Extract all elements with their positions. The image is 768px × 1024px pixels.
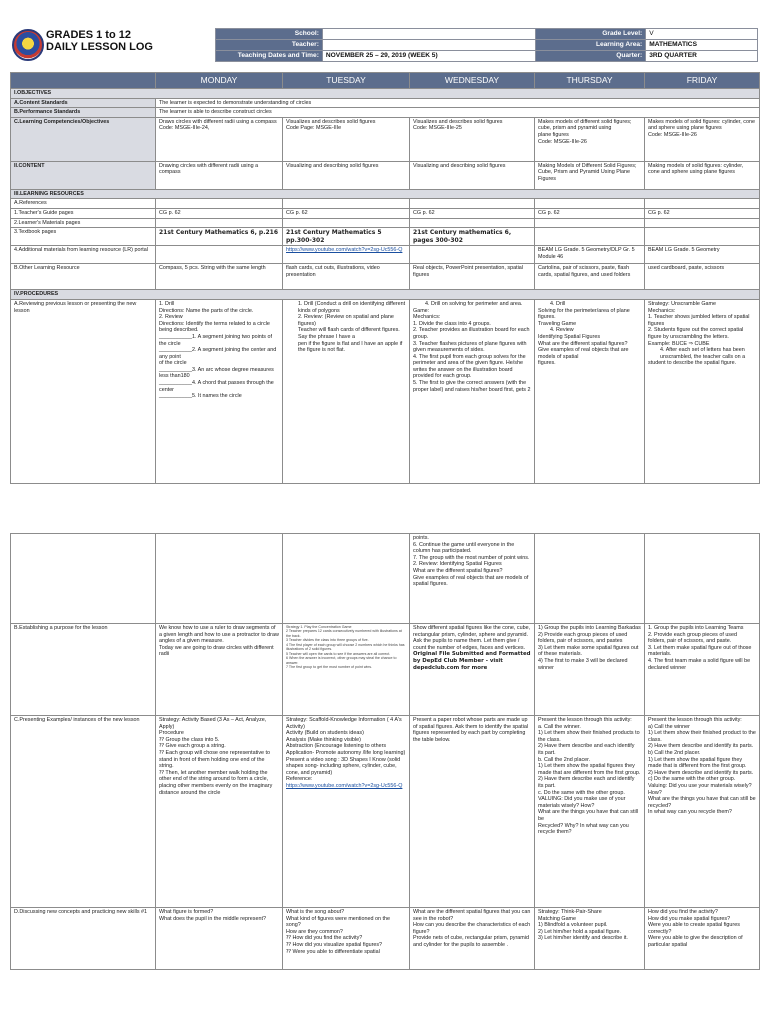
textbook-friday	[645, 228, 760, 246]
content-standards-label: A.Content Standards	[11, 98, 156, 108]
reviewing-wednesday-continued: points. 6. Continue the game until everyone in the column has participated. 7. The group with the most number of point wins. 2. Review: Identifying Spatial Figures What are the different spatial figures? Give examples of real objects that are models of spatial figures.	[410, 534, 535, 624]
day-tuesday: TUESDAY	[283, 73, 410, 89]
learners-materials-row	[11, 218, 760, 228]
discussing-wednesday: What are the different spatial figures that you can see in the robot? How can you describe the characteristics of each figure? Provide nets of cube, rectangular prism, pyramid and cylinder for the pupils to assemble .	[410, 908, 535, 970]
competencies-row	[11, 117, 760, 161]
content-standards-text: The learner is expected to demonstrate understanding of circles	[156, 98, 760, 108]
presenting-wednesday: Present a paper robot whose parts are made up of spatial figures. Ask them to identify the spatial figures represented by each part by completing the table below.	[410, 716, 535, 908]
lr-tuesday-link[interactable]: https://www.youtube.com/watch?v=2sg-Uc556-Q	[286, 247, 403, 254]
lr-portal-row	[11, 246, 760, 264]
day-monday: MONDAY	[156, 73, 283, 89]
references-label: A.References	[11, 199, 156, 209]
presenting-thursday: Present the lesson through this activity: a. Call the winner. 1) Let them show their finished products to the class. 2) Have them describe and each identify its part. b. Call the 2nd placer. 1) Let them show the spatial figures they made that are different from the first group. 2) Have them describe each and identify its part. c. Do the same with the other group. VALUING: Did you make use of your materials wisely? How? What are the things you have that can still be Recycled? Why? In what way can you recycle them?	[535, 716, 645, 908]
discussing-tuesday: What is the song about? What kind of figures were mentioned on the song? How are they common? ⁇ How did you find the activity? ⁇ How did you visualize spatial figures? ⁇ Were you able to differentiate spatial	[283, 908, 410, 970]
content-monday: Drawing circles with different radii using a compass	[156, 161, 283, 189]
other-wednesday: Real objects, PowerPoint presentation, spatial figures	[410, 264, 535, 290]
reviewing-label: A.Reviewing previous lesson or presenting the new lesson	[11, 299, 156, 483]
reviewing-wednesday	[410, 299, 535, 483]
reviewing-thursday-review: 4. Review	[550, 327, 574, 334]
reviewing-row	[11, 299, 760, 483]
other-friday: used cardboard, paste, scissors	[645, 264, 760, 290]
textbook-tuesday: 21st Century Mathematics 5 pp.300-302	[286, 229, 382, 244]
tg-wednesday: CG p. 62	[410, 208, 535, 218]
presenting-row	[11, 716, 760, 908]
other-thursday: Cartolina, pair of scissors, paste, flash cards, spatial figures, and used folders	[535, 264, 645, 290]
reviewing-friday-step4: 4. After each set of letters has been unscrambled, the teacher calls on a	[660, 347, 746, 360]
presenting-label: C.Presenting Examples/ instances of the new lesson	[11, 716, 156, 908]
teacher-label: Teacher:	[216, 40, 323, 51]
content-wednesday: Visualizing and describing solid figures	[410, 161, 535, 189]
reviewing-wednesday-drill: 4. Drill on solving for perimeter and area.	[425, 300, 523, 307]
tg-friday: CG p. 62	[645, 208, 760, 218]
reviewing-thursday-drill-text: Solving for the perimeter/area of plane figures. Traveling Game	[538, 307, 630, 327]
tg-thursday: CG p. 62	[535, 208, 645, 218]
textbook-label: 3.Textbook pages	[11, 228, 156, 246]
content-tuesday: Visualizing and describing solid figures	[283, 161, 410, 189]
depedclub-watermark: Original File Submitted and Formatted by DepEd Club Member - visit depedclub.com for more	[413, 651, 531, 671]
reviewing-monday: 1. Drill Directions: Name the parts of the circle. 2. Review Directions: Identify the terms related to a circle being described. ___________1. A segment joining two points of the circle ___________2. A segment joining the center and any point of the circle ___________3. An arc whose degree measures less than180 ___________4. A chord that passes through the center ___________5. It names the circle	[156, 299, 283, 483]
reviewing-thursday-review-text: Identifying Spatial Figures What are the different spatial figures? Give examples of real objects that are models of spatial figures.	[538, 333, 629, 367]
presenting-tuesday-text: Strategy: Scaffold-Knowledge Information ( 4 A's Activity) Activity (Build on students ideas) Analysis (Make thinking visible) Abstraction (Encourage listening to others Application- Promote autonomy /life long learning) Present a video song : 3D Shapes I Know (solid shapes song- including sphere, cylinder, cube, cone, and pyramid) Reference:	[286, 717, 406, 783]
presenting-monday: Strategy: Activity Based (3 As – Act, Analyze, Apply) Procedure ⁇ Group the class into 5. ⁇ Give each group a string. ⁇ Each group will chose one representative to stand in front of them holding one end of the string. ⁇ Then, let another member walk holding the other end of the string around to form a circle, placing other members evenly on the imaginary distance around the circle	[156, 716, 283, 908]
textbook-monday: 21st Century Mathematics 6, p.216	[159, 229, 279, 237]
reviewing-friday-game: Strategy: Unscramble Game Mechanics: 1. Teacher shows jumbled letters of spatial figures 2. Students figure out the correct spatial figure by unscrambling the letters. Example: BUCE ⇒ CUBE	[648, 300, 750, 347]
reviewing-tuesday	[283, 299, 410, 483]
establishing-wednesday	[410, 624, 535, 716]
learners-materials-label: 2.Learner's Materials pages	[11, 218, 156, 228]
competencies-wednesday: Visualizes and describes solid figures Code: MSGE-IIIe-25	[410, 117, 535, 161]
presenting-friday: Present the lesson through this activity: a) Call the winner 1) Let them show their finished product to the class. 2) Have them describe and identify its parts. b) Call the 2nd placer. 1) Let them show the spatial figure they made that is different from the first group. 2) Have them describe and identify its parts. c) Do the same with the other group. Valuing: Did you use your materials wisely? How? What are the things you have that can still be recycled? In what way can you recycle them?	[645, 716, 760, 908]
performance-standards-label: B.Performance Standards	[11, 108, 156, 118]
references-row	[11, 199, 760, 209]
procedures-row	[11, 290, 760, 300]
establishing-monday: We know how to use a ruler to draw segments of a given length and how to use a protractor to draw angles of a given measure. Today we are going to draw circles with different radii	[156, 624, 283, 716]
other-tuesday: flash cards, cut outs, illustrations, video presentation	[283, 264, 410, 290]
document-title	[46, 29, 153, 53]
day-header-row	[11, 73, 760, 89]
school-label: School:	[216, 29, 323, 40]
school-value	[322, 29, 536, 40]
reviewing-friday	[645, 299, 760, 483]
lr-wednesday	[410, 246, 535, 264]
competencies-tuesday: Visualizes and describes solid figures Code Page: MSGE-IIIe	[283, 117, 410, 161]
resources-heading: III.LEARNING RESOURCES	[11, 189, 760, 199]
quarter-label: Quarter:	[536, 51, 646, 62]
day-friday: FRIDAY	[645, 73, 760, 89]
reviewing-thursday	[535, 299, 645, 483]
presenting-tuesday	[283, 716, 410, 908]
discussing-friday: How did you find the activity? How did you make spatial figures? Were you able to create spatial figures correctly? Were you able to give the description of particular spatial	[645, 908, 760, 970]
competencies-friday: Makes models of solid figures: cylinder, cone and sphere using plane figures Code: MSGE-IIIe-26	[645, 117, 760, 161]
corner-cell	[11, 73, 156, 89]
lesson-log-header	[10, 28, 758, 66]
teaching-dates-label: Teaching Dates and Time:	[216, 51, 323, 62]
discussing-thursday: Strategy: Think-Pair-Share Matching Game 1) Blindfold a volunteer pupil. 2) Let him/her hold a spatial figure. 3) Let him/her identify and describe it.	[535, 908, 645, 970]
tg-monday: CG p. 62	[156, 208, 283, 218]
establishing-wednesday-text: Show different spatial figures like the cone, cube, rectangular prism, cylinder, sphere and pyramid. Ask the pupils to name them. Let them give / count the number of edges, faces and vertices.	[413, 625, 531, 651]
textbook-wednesday: 21st Century mathematics 6, pages 300-302	[413, 229, 512, 244]
textbook-thursday	[535, 228, 645, 246]
teacher-value	[322, 40, 536, 51]
objectives-heading: I.OBJECTIVES	[11, 89, 760, 99]
other-monday: Compass, 5 pcs. String with the same length	[156, 264, 283, 290]
resources-row	[11, 189, 760, 199]
header-info-table	[215, 28, 758, 62]
textbook-row	[11, 228, 760, 246]
competencies-label: C.Learning Competencies/Objectives	[11, 117, 156, 161]
content-friday: Making models of solid figures: cylinder, cone and sphere using plane figures	[645, 161, 760, 189]
establishing-friday: 1. Group the pupils into Learning Teams 2. Provide each group pieces of used folders, pair of scissors, and paste. 3. Let them make spatial figure out of those materials. 4. The first team make a solid figure will be declared winner	[645, 624, 760, 716]
competencies-thursday: Makes models of different solid figures; cube, prism and pyramid using plane figures Code: MSGE-IIIe-26	[535, 117, 645, 161]
reviewing-continued-row	[11, 534, 760, 624]
other-resource-row	[11, 264, 760, 290]
content-thursday: Making Models of Different Solid Figures; Cube, Prism and Pyramid Using Plane Figures	[535, 161, 645, 189]
content-label: II.CONTENT	[11, 161, 156, 189]
procedures-heading: IV.PROCEDURES	[11, 290, 760, 300]
title-line-1: GRADES 1 to 12	[46, 29, 131, 41]
lr-thursday: BEAM LG Grade. 5 Geometry/DLP Gr. 5 Module 46	[535, 246, 645, 264]
reviewing-wednesday-game: Game: Mechanics: 1. Divide the class into 4 groups. 2. Teacher provides an illustration board for each group. 3. Teacher flashes pictures of plane figures with given measurements of sides. 4. The first pupil from each group solves for the perimeter and area of the given figure. He/she writes the answer on the illustration board provided for each group. 5. The first to give the correct answers (with the proper label) and raises his/her board first, gets 2	[413, 307, 531, 393]
lesson-log-table-page-2	[10, 533, 760, 970]
competencies-monday: Draws circles with different radii using a compass Code: MSGE-IIIe-24,	[156, 117, 283, 161]
discussing-row	[11, 908, 760, 970]
reviewing-thursday-drill: 4. Drill	[550, 300, 566, 307]
reviewing-tuesday-review: 2. Review: (Review on spatial and plane figures) Teacher will flash cards of different figures. Say the phrase I have a pen if the figure is flat and I have an apple if the figure is not flat.	[298, 314, 403, 354]
day-wednesday: WEDNESDAY	[410, 73, 535, 89]
teaching-dates-value: NOVEMBER 25 – 29, 2019 (WEEK 5)	[322, 51, 536, 62]
content-row	[11, 161, 760, 189]
reviewing-friday-step4-cont: student to describe the spatial figure.	[648, 360, 737, 367]
title-line-2: DAILY LESSON LOG	[46, 41, 153, 53]
other-resource-label: B.Other Learning Resource	[11, 264, 156, 290]
lr-friday: BEAM LG Grade. 5 Geometry	[645, 246, 760, 264]
reviewing-tuesday-drill: 1. Drill (Conduct a drill on identifying different kinds of polygons	[298, 300, 406, 314]
grade-level-value: V	[646, 29, 758, 40]
establishing-thursday: 1) Group the pupils into Learning Barkadas 2) Provide each group pieces of used folders, pair of scissors, and pastes 3) Let them make some spatial figures out of these materials. 4) The first to make 3 will be declared winner	[535, 624, 645, 716]
performance-standards-text: The learner is able to describe construct circles	[156, 108, 760, 118]
day-thursday: THURSDAY	[535, 73, 645, 89]
objectives-row	[11, 89, 760, 99]
performance-standards-row	[11, 108, 760, 118]
content-standards-row	[11, 98, 760, 108]
quarter-value: 3RD QUARTER	[646, 51, 758, 62]
establishing-tuesday	[283, 624, 410, 716]
establishing-label: B.Establishing a purpose for the lesson	[11, 624, 156, 716]
lr-portal-label: 4.Additional materials from learning resource (LR) portal	[11, 246, 156, 264]
discussing-monday: What figure is formed? What does the pupil in the middle represent?	[156, 908, 283, 970]
presenting-tuesday-link[interactable]: https://www.youtube.com/watch?v=2sg-Uc556-Q	[286, 782, 403, 789]
discussing-label: D.Discussing new concepts and practicing new skills #1	[11, 908, 156, 970]
lesson-log-table-page-1	[10, 72, 760, 484]
tg-tuesday: CG p. 62	[283, 208, 410, 218]
establishing-tuesday-strategy: Strategy 1. Play the Concentration Game 2 Teacher prepares 12 cards consecutively numbered with illustrations at the back. 3 Teacher divides the class into three groups of five. 4 The first player of each group will choose 2 numbers which he thinks has illustrations of 2 solid figures. 5 Teacher will open the cards to see if the answers are all correct. 6 When the answer is incorrect, other groups may steal the chance to answer. 7 The first group to get the most number of point wins.	[286, 625, 405, 670]
deped-seal-icon	[12, 29, 44, 61]
learning-area-label: Learning Area:	[536, 40, 646, 51]
teachers-guide-label: 1.Teacher's Guide pages	[11, 208, 156, 218]
grade-level-label: Grade Level:	[536, 29, 646, 40]
establishing-row	[11, 624, 760, 716]
teachers-guide-row	[11, 208, 760, 218]
learning-area-value: MATHEMATICS	[646, 40, 758, 51]
lr-monday	[156, 246, 283, 264]
